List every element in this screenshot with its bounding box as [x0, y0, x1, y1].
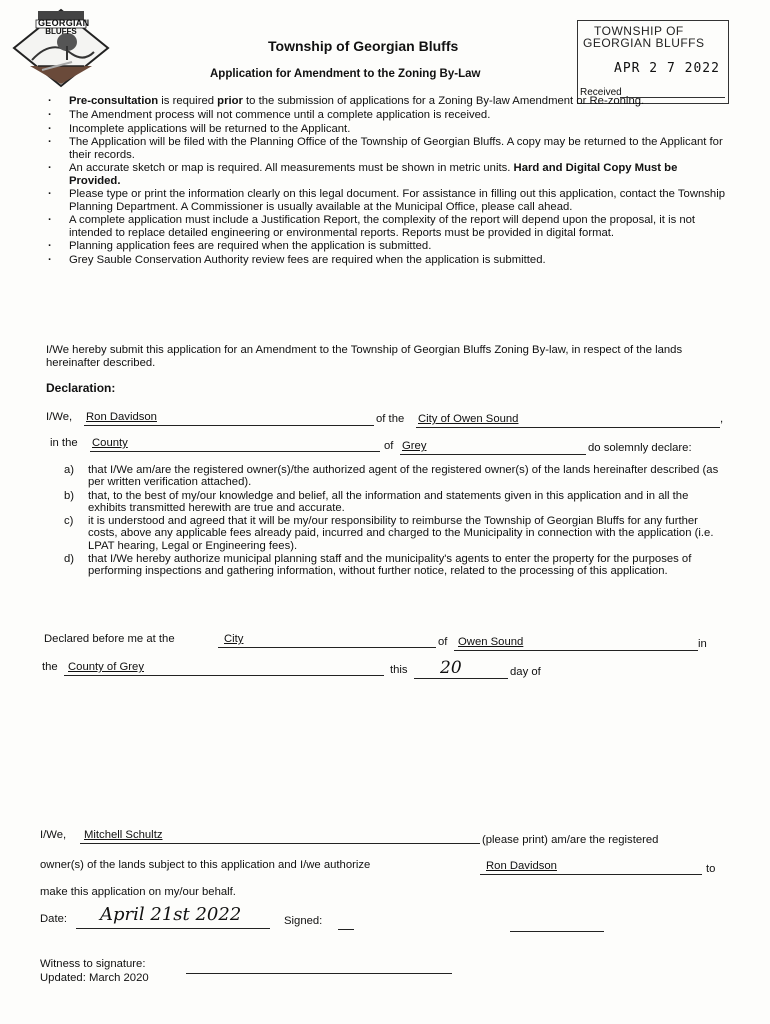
comma-text: ,	[720, 413, 724, 425]
list-item: · An accurate sketch or map is required. All measurements must be shown in metric units. Hard and Digital Copy Must be Provided.	[48, 162, 728, 186]
instructions-list	[48, 95, 728, 268]
updated-label: Updated: March 2020	[40, 972, 149, 984]
witness-label: Witness to signature:	[40, 958, 146, 970]
list-item: · A complete application must include a Justification Report, the complexity of the report will depend upon the proposal, it is not intended to replace detailed engineering or environmental reports. Reports must be provided in digital format.	[48, 214, 728, 238]
list-item: · Pre-consultation is required prior to the submission of applications for a Zoning By-law Amendment or Re-zoning.	[48, 95, 728, 107]
day-value: 20	[440, 658, 462, 678]
of-label: of	[384, 440, 394, 452]
township-logo	[12, 8, 110, 88]
list-item: a) that I/We am/are the registered owner(s)/the authorized agent of the registered owner(s) of the lands hereinafter described (as per written verification attached).	[64, 464, 719, 489]
stamp-date: APR 2 7 2022	[614, 61, 720, 76]
in-label: in	[698, 638, 707, 650]
declared-place-line[interactable]	[218, 634, 436, 648]
declared-label: Declared before me at the	[44, 633, 175, 645]
declare-label: do solemnly declare:	[588, 442, 692, 454]
signature-line-b[interactable]	[510, 918, 604, 932]
the-label: the	[42, 661, 58, 673]
list-item: · Incomplete applications will be returned to the Applicant.	[48, 123, 728, 135]
stamp-line-1: TOWNSHIP OF	[594, 24, 684, 38]
in-the-label: in the	[50, 437, 78, 449]
received-stamp	[577, 20, 729, 104]
witness-line[interactable]	[186, 960, 452, 974]
date-value: April 21st 2022	[100, 904, 242, 925]
list-item: · Grey Sauble Conservation Authority review fees are required when the application is submitted.	[48, 254, 728, 266]
list-item: d) that I/We hereby authorize municipal planning staff and the municipality's agents to enter the property for the purposes of performing inspections and gathering information, without further notice, related to the processing of this application.	[64, 553, 692, 578]
declared-place-value: City	[224, 633, 244, 645]
signature-line-a[interactable]	[338, 916, 354, 930]
in-the-line[interactable]	[90, 438, 380, 452]
logo-bottom-text: BLUFFS	[45, 27, 77, 36]
print-label: (please print) am/are the registered	[482, 834, 659, 846]
of-value: Grey	[402, 440, 427, 452]
list-item: · The Application will be filed with the Planning Office of the Township of Georgian Bluffs. A copy may be returned to the Applicant for their records.	[48, 136, 728, 160]
declaration-items	[64, 464, 724, 579]
list-item: c) it is understood and agreed that it will be my/our responsibility to reimburse the Township of Georgian Bluffs for any further costs, above any applicable fees already paid, incurred and charged to the Municipality in connection with the application (i.e. LPAT hearing, Legal or Engineering fees).	[64, 515, 714, 552]
stamp-line-2: GEORGIAN BLUFFS	[583, 36, 705, 50]
auth-line2-label: owner(s) of the lands subject to this application and I/we authorize	[40, 859, 371, 871]
signed-label: Signed:	[284, 915, 323, 927]
stamp-received-label: Received	[580, 87, 622, 98]
agent-name-value: Ron Davidson	[486, 860, 557, 872]
list-item: · The Amendment process will not commence until a complete application is received.	[48, 109, 728, 121]
list-item: b) that, to the best of my/our knowledge and belief, all the information and statements given in this application and in all the exhibits transmitted herewith are true and accurate.	[64, 489, 689, 514]
page-subtitle: Application for Amendment to the Zoning By-Law	[210, 68, 481, 80]
of2-label: of	[438, 636, 448, 648]
auth-line3-label: make this application on my/our behalf.	[40, 886, 236, 898]
county-value: County of Grey	[68, 661, 144, 673]
applicant-name-value: Ron Davidson	[86, 411, 157, 423]
page-title: Township of Georgian Bluffs	[268, 38, 459, 54]
iwe-label: I/We,	[46, 411, 73, 423]
auth-iwe-label: I/We,	[40, 829, 67, 841]
owner-name-value: Mitchell Schultz	[84, 829, 163, 841]
this-label: this	[390, 664, 408, 676]
list-item: · Planning application fees are required when the application is submitted.	[48, 240, 728, 252]
declared-municipality-value: Owen Sound	[458, 636, 524, 648]
declaration-heading: Declaration:	[46, 381, 116, 395]
day-of-label: day of	[510, 666, 541, 678]
in-the-value: County	[92, 437, 128, 449]
to-label: to	[706, 863, 716, 875]
municipality-value: City of Owen Sound	[418, 413, 519, 425]
of-line[interactable]	[400, 441, 586, 455]
logo-top-text: GEORGIAN	[38, 18, 90, 28]
intro-paragraph: I/We hereby submit this application for an Amendment to the Township of Georgian Bluffs Zoning By-law, in respect of the lands hereinafter described.	[46, 344, 683, 369]
of-the-label: of the	[376, 413, 405, 425]
date-label: Date:	[40, 913, 68, 925]
list-item: · Please type or print the information clearly on this legal document. For assistance in filling out this application, contact the Township Planning Department. A Commissioner is usually available at the Municipal Office, please call ahead.	[48, 188, 728, 212]
